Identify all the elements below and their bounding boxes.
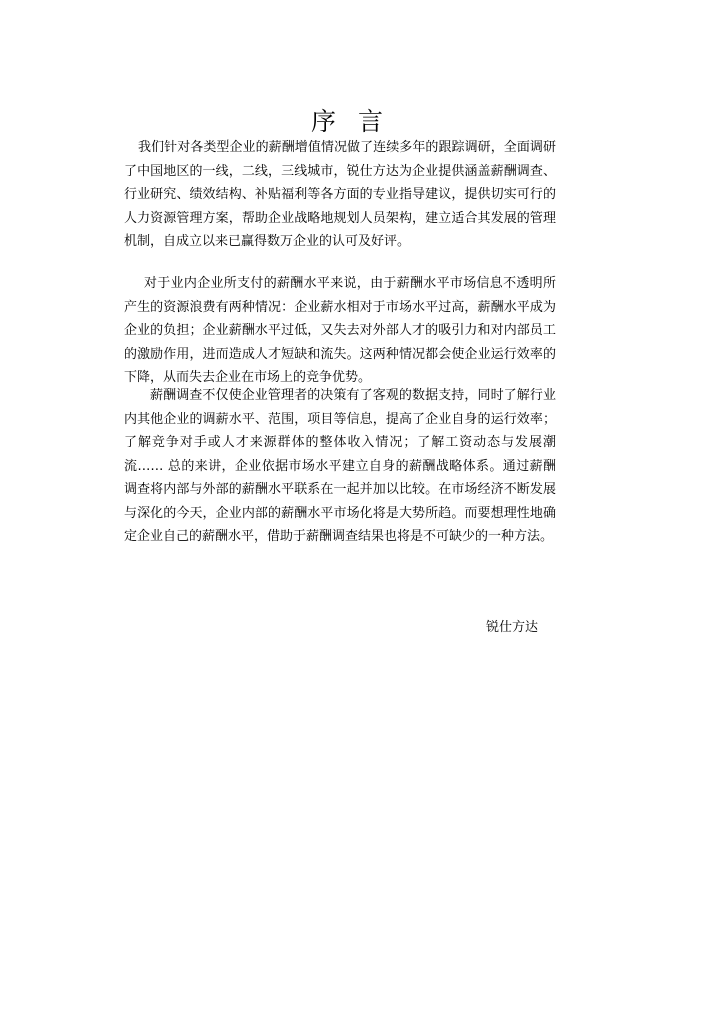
page-title: 序言 bbox=[310, 106, 405, 136]
salary-level-paragraph: 对于业内企业所支付的薪酬水平来说，由于薪酬水平市场信息不透明所产生的资源浪费有两种情况：企业薪水相对于市场水平过高，薪酬水平成为企业的负担；企业薪酬水平过低，又失去对外部人才的吸引力和对内部员工的激励作用，进而造成人才短缺和流失。这两种情况都会使企业运行效率的下降，从而失去企业在市场上的竞争优势。 bbox=[124, 276, 556, 385]
salary-survey-paragraph: 薪酬调查不仅使企业管理者的决策有了客观的数据支持，同时了解行业内其他企业的调薪水平、范围，项目等信息，提高了企业自身的运行效率；了解竞争对手或人才来源群体的整体收入情况；了解工资动态与发展潮流…… 总的来讲，企业依据市场水平建立自身的薪酬战略体系。通过薪酬调查将内部与外部的薪酬水平联系在一起并加以比较。在市场经济不断发展与深化的今天，企业内部的薪酬水平市场化将是大势所趋。而要想理性地确定企业自己的薪酬水平，借助于薪酬调查结果也将是不可缺少的一种方法。 bbox=[124, 388, 556, 544]
signature: 锐仕方达 bbox=[485, 620, 538, 635]
intro-paragraph: 我们针对各类型企业的薪酬增值情况做了连续多年的跟踪调研，全面调研了中国地区的一线，二线，三线城市，锐仕方达为企业提供涵盖薪酬调查、行业研究、绩效结构、补贴福利等各方面的专业指导建议，提供切实可行的人力资源管理方案，帮助企业战略地规划人员架构，建立适合其发展的管理机制，自成立以来已赢得数万企业的认可及好评。 bbox=[124, 140, 556, 249]
